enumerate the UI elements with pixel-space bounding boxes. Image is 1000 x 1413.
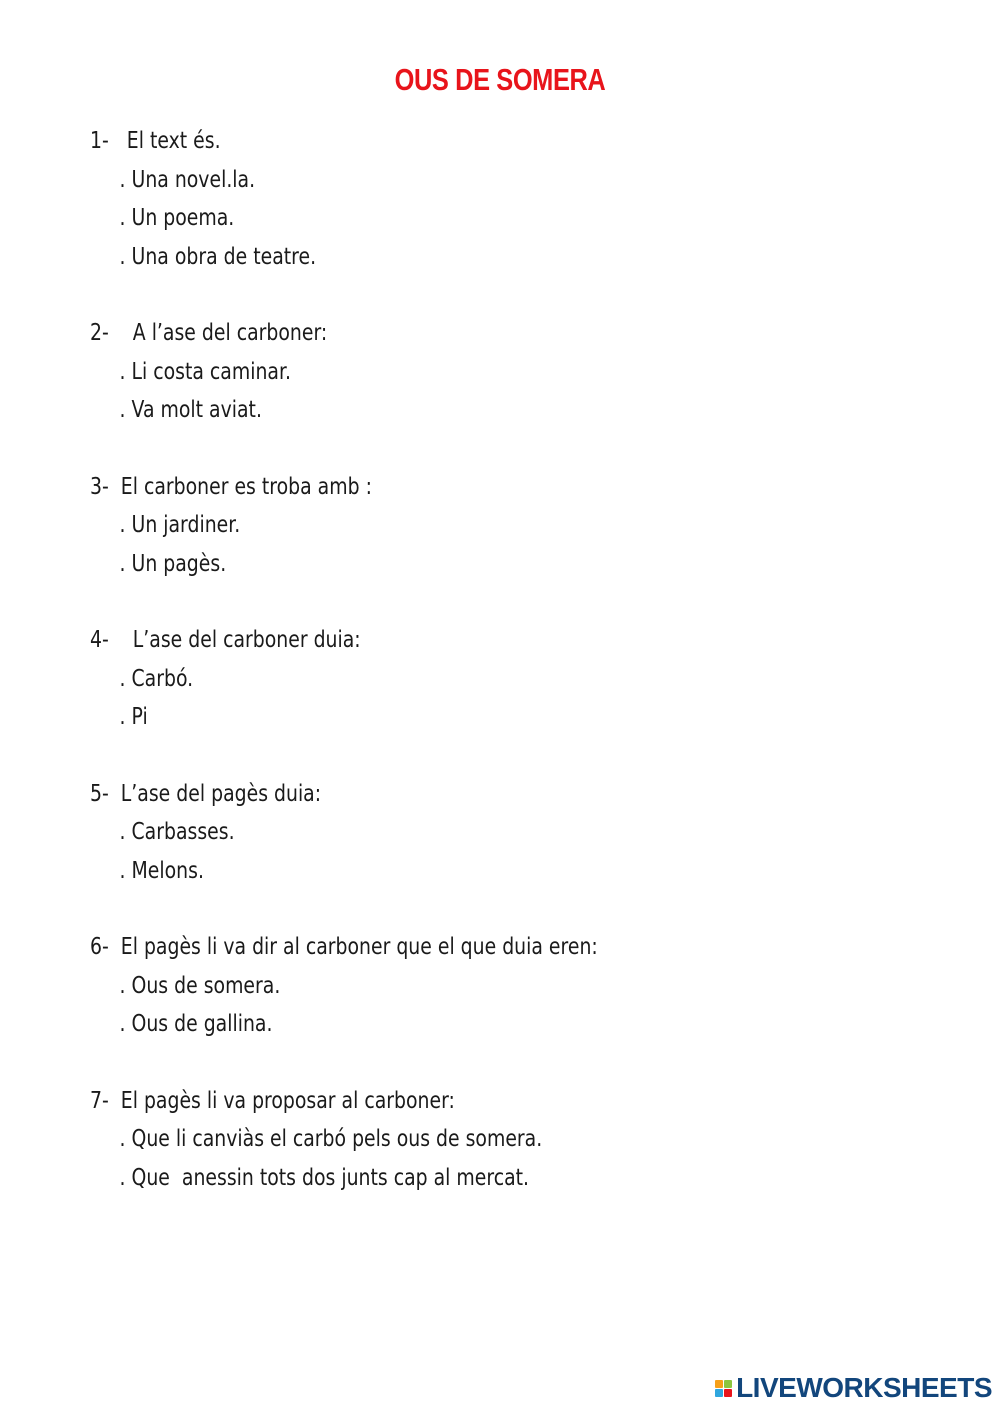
question-text: El pagès li va proposar al carboner: bbox=[120, 1087, 455, 1114]
question-7 bbox=[90, 1082, 950, 1198]
question-text: El pagès li va dir al carboner que el que duia eren: bbox=[120, 934, 598, 960]
answer-option[interactable]: . Va molt aviat. bbox=[119, 397, 262, 423]
logo-block bbox=[724, 1389, 732, 1397]
question-number: 3- bbox=[90, 473, 109, 500]
logo-block bbox=[715, 1380, 723, 1388]
question-text: L’ase del pagès duia: bbox=[120, 780, 322, 807]
question-text: El carboner es troba amb : bbox=[120, 473, 372, 500]
answer-option[interactable]: . Un poema. bbox=[119, 205, 235, 231]
answer-option[interactable]: . Un pagès. bbox=[119, 550, 227, 577]
question-list bbox=[90, 122, 950, 1235]
question-2 bbox=[90, 314, 950, 430]
question-number: 7- bbox=[90, 1087, 109, 1114]
question-5 bbox=[90, 775, 950, 891]
answer-option[interactable]: . Carbó. bbox=[119, 665, 194, 692]
question-number: 1- bbox=[90, 128, 109, 154]
answer-option[interactable]: . Que li canviàs el carbó pels ous de somera. bbox=[119, 1126, 543, 1152]
logo-block bbox=[715, 1389, 723, 1397]
answer-option[interactable]: . Carbasses. bbox=[119, 819, 235, 845]
answer-option[interactable]: . Una obra de teatre. bbox=[119, 243, 317, 270]
logo-block bbox=[724, 1380, 732, 1388]
answer-option[interactable]: . Pi bbox=[119, 704, 148, 730]
answer-option[interactable]: . Li costa caminar. bbox=[119, 358, 292, 385]
question-number: 2- bbox=[90, 320, 109, 346]
question-6 bbox=[90, 928, 950, 1044]
answer-option[interactable]: . Melons. bbox=[119, 857, 204, 884]
question-text: El text és. bbox=[126, 128, 221, 154]
question-number: 4- bbox=[90, 627, 109, 653]
logo-text: LIVEWORKSHEETS bbox=[736, 1372, 992, 1403]
liveworksheets-logo bbox=[715, 1373, 992, 1403]
answer-option[interactable]: . Ous de gallina. bbox=[119, 1011, 273, 1037]
question-4 bbox=[90, 621, 950, 737]
question-1 bbox=[90, 122, 950, 276]
answer-option[interactable]: . Que anessin tots dos junts cap al mercat. bbox=[119, 1164, 530, 1191]
answer-option[interactable]: . Una novel.la. bbox=[119, 166, 256, 193]
question-number: 5- bbox=[90, 780, 109, 807]
answer-option[interactable]: . Un jardiner. bbox=[119, 512, 241, 538]
question-text: A l’ase del carboner: bbox=[132, 320, 328, 346]
question-number: 6- bbox=[90, 934, 109, 960]
question-text: L’ase del carboner duia: bbox=[132, 627, 361, 653]
page-title: OUS DE SOMERA bbox=[394, 62, 606, 97]
question-3 bbox=[90, 468, 950, 584]
answer-option[interactable]: . Ous de somera. bbox=[119, 972, 281, 999]
liveworksheets-blocks-icon bbox=[715, 1380, 732, 1397]
